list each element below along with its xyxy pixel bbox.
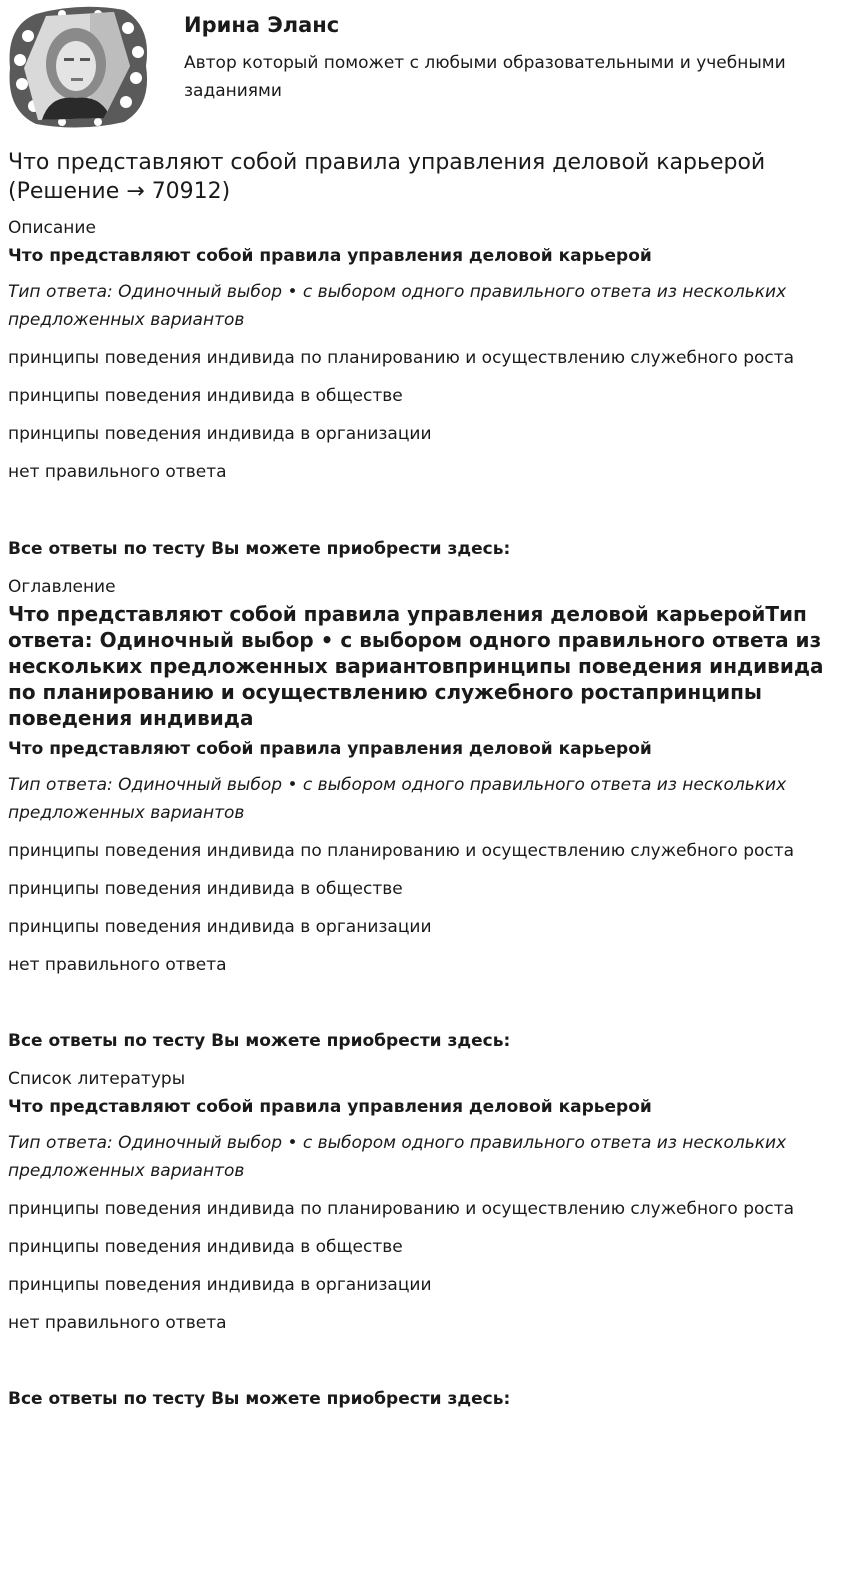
question-text: Что представляют собой правила управления деловой карьерой xyxy=(8,739,652,759)
page-title: Что представляют собой правила управления деловой карьерой (Решение → 70912) xyxy=(8,150,766,204)
section-bibliography xyxy=(8,1065,840,1413)
avatar xyxy=(6,6,152,128)
main-content xyxy=(8,148,840,1413)
answer-option: нет правильного ответа xyxy=(8,462,227,482)
answer-option: принципы поведения индивида в обществе xyxy=(8,879,403,899)
avatar-film-frame-icon xyxy=(6,6,152,128)
answer-option: нет правильного ответа xyxy=(8,1313,227,1333)
buy-answers-text: Все ответы по тесту Вы можете приобрести здесь: xyxy=(8,1031,511,1051)
question-text: Что представляют собой правила управления деловой карьерой xyxy=(8,246,652,266)
answer-option: принципы поведения индивида в организации xyxy=(8,917,432,937)
buy-answers-text: Все ответы по тесту Вы можете приобрести здесь: xyxy=(8,539,511,559)
answer-option: принципы поведения индивида по планированию и осуществлению служебного роста xyxy=(8,841,795,861)
answer-option: нет правильного ответа xyxy=(8,955,227,975)
buy-answers-text: Все ответы по тесту Вы можете приобрести здесь: xyxy=(8,1389,511,1409)
section-description xyxy=(8,214,840,563)
author-name: Ирина Эланс xyxy=(184,13,340,37)
answer-type: Тип ответа: Одиночный выбор • с выбором одного правильного ответа из нескольких предложенных вариантов xyxy=(8,775,787,823)
answer-option: принципы поведения индивида в организации xyxy=(8,1275,432,1295)
answer-option: принципы поведения индивида в организации xyxy=(8,424,432,444)
section-label: Описание xyxy=(8,218,96,238)
answer-type: Тип ответа: Одиночный выбор • с выбором одного правильного ответа из нескольких предложенных вариантов xyxy=(8,282,787,330)
toc-heading: Что представляют собой правила управления деловой карьеройТип ответа: Одиночный выбор • с выбором одного правильного ответа из нескольких предложенных вариантовпринципы поведения индивида по планированию и осуществлению служебного ростапринципы поведения индивида xyxy=(8,602,824,730)
section-label: Список литературы xyxy=(8,1069,186,1089)
answer-type: Тип ответа: Одиночный выбор • с выбором одного правильного ответа из нескольких предложенных вариантов xyxy=(8,1133,787,1181)
question-text: Что представляют собой правила управления деловой карьерой xyxy=(8,1097,652,1117)
answer-option: принципы поведения индивида в обществе xyxy=(8,1237,403,1257)
author-description: Автор который поможет с любыми образовательными и учебными заданиями xyxy=(184,53,786,101)
answer-option: принципы поведения индивида по планированию и осуществлению служебного роста xyxy=(8,348,795,368)
section-label: Оглавление xyxy=(8,577,116,597)
section-toc xyxy=(8,573,840,1055)
answer-option: принципы поведения индивида по планированию и осуществлению служебного роста xyxy=(8,1199,795,1219)
answer-option: принципы поведения индивида в обществе xyxy=(8,386,403,406)
author-header xyxy=(0,0,847,130)
